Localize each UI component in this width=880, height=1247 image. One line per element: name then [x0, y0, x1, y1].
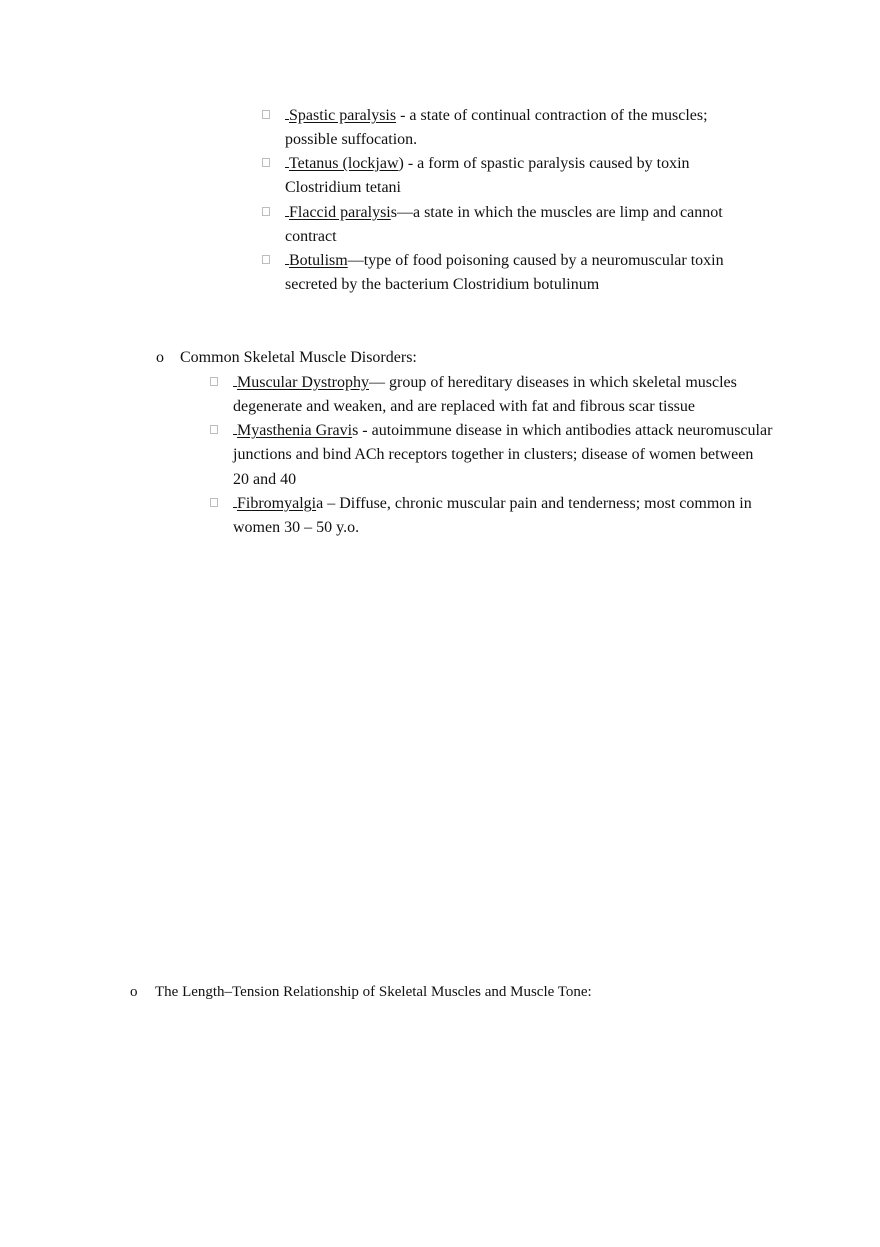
section-bullet: o [156, 349, 164, 366]
checkbox-bullet-icon [262, 207, 270, 216]
checkbox-bullet-icon [262, 110, 270, 119]
term: Botulism [289, 252, 348, 269]
definition: — group of hereditary diseases in which skeletal muscles degenerate and weaken, and are replaced with fat and fibrous scar tissue [233, 374, 737, 416]
list-item-fibromyalgia [233, 492, 783, 541]
section-heading-disorders: Common Skeletal Muscle Disorders: [180, 349, 417, 366]
section-heading-length-tension: The Length–Tension Relationship of Skeletal Muscles and Muscle Tone: [155, 984, 592, 1000]
section-bullet: o [130, 984, 138, 1000]
definition: ) - a form of spastic paralysis caused by toxin Clostridium tetani [285, 155, 690, 197]
definition: a – Diffuse, chronic muscular pain and tenderness; most common in women 30 – 50 y.o. [233, 495, 752, 537]
term: Flaccid paralysi [289, 204, 391, 221]
definition: s - autoimmune disease in which antibodies attack neuromuscular junctions and bind ACh receptors together in clusters; disease of women between 20 and 40 [233, 422, 773, 488]
list-item-muscular-dystrophy [233, 371, 783, 420]
checkbox-bullet-icon [210, 498, 218, 507]
list-item-botulism [285, 249, 765, 298]
definition: s—a state in which the muscles are limp and cannot contract [285, 204, 723, 246]
definition: - a state of continual contraction of the muscles; possible suffocation. [285, 107, 708, 149]
list-item-flaccid-paralysis [285, 201, 765, 250]
term: Spastic paralysis [289, 107, 397, 124]
checkbox-bullet-icon [210, 377, 218, 386]
definition: —type of food poisoning caused by a neuromuscular toxin secreted by the bacterium Clostridium botulinum [285, 252, 724, 294]
term: Fibromyalgi [237, 495, 317, 512]
list-item-myasthenia-gravis [233, 419, 773, 492]
list-item-tetanus [285, 152, 755, 201]
list-item-spastic-paralysis [285, 104, 755, 153]
checkbox-bullet-icon [262, 158, 270, 167]
term: Muscular Dystrophy [237, 374, 369, 391]
checkbox-bullet-icon [262, 255, 270, 264]
term: Tetanus (lockjaw [289, 155, 399, 172]
term: Myasthenia Gravi [237, 422, 353, 439]
checkbox-bullet-icon [210, 425, 218, 434]
